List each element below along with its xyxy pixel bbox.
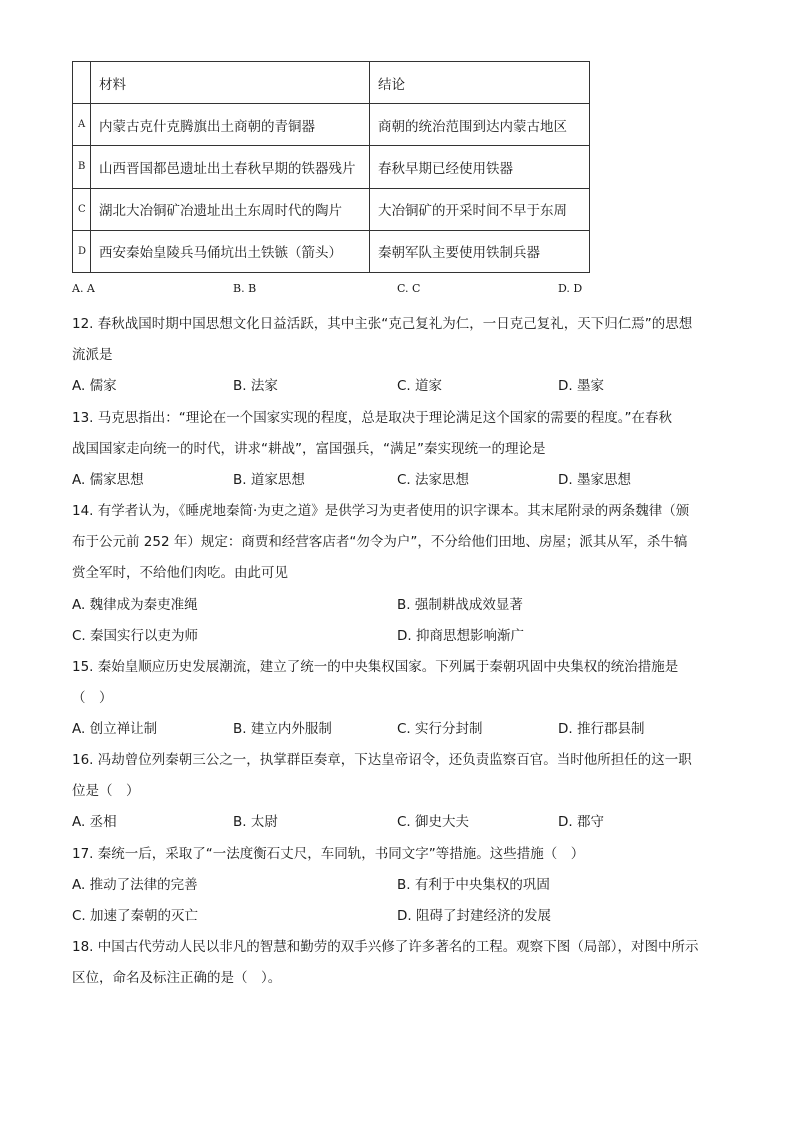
- q18-stem-line-2: 区位，命名及标注正确的是（ ）。: [72, 970, 282, 986]
- q12-option-d[interactable]: D. 墨家: [558, 378, 604, 394]
- q16-option-b[interactable]: B. 太尉: [233, 814, 278, 830]
- q11-option-a[interactable]: A. A: [72, 282, 95, 295]
- q13-option-d[interactable]: D. 墨家思想: [558, 472, 631, 488]
- q13-stem-line-1: 13. 马克思指出：“理论在一个国家实现的程度，总是取决于理论满足这个国家的需要的程度。”在春秋: [72, 410, 672, 426]
- row-material: 湖北大冶铜矿冶遗址出土东周时代的陶片: [91, 188, 370, 230]
- q14-option-b[interactable]: B. 强制耕战成效显著: [397, 597, 523, 613]
- q14-option-a[interactable]: A. 魏律成为秦吏准绳: [72, 597, 198, 613]
- q15-option-b[interactable]: B. 建立内外服制: [233, 721, 332, 737]
- q15-stem-line-1: 15. 秦始皇顺应历史发展潮流，建立了统一的中央集权国家。下列属于秦朝巩固中央集权的统治措施是: [72, 659, 679, 675]
- q17-option-c[interactable]: C. 加速了秦朝的灭亡: [72, 908, 199, 924]
- header-conclusion-cell: 结论: [370, 62, 590, 104]
- row-material: 内蒙古克什克腾旗出土商朝的青铜器: [91, 104, 370, 146]
- row-letter: A: [73, 104, 91, 146]
- q17-stem-line-1: 17. 秦统一后，采取了“一法度衡石丈尺，车同轨，书同文字”等措施。这些措施（ ）: [72, 846, 585, 862]
- q12-option-c[interactable]: C. 道家: [397, 378, 443, 394]
- q16-option-a[interactable]: A. 丞相: [72, 814, 117, 830]
- q12-stem-line-1: 12. 春秋战国时期中国思想文化日益活跃，其中主张“克己复礼为仁，一日克己复礼，天下归仁焉”的思想: [72, 316, 693, 332]
- table-row: [73, 104, 590, 146]
- q15-stem-line-2: （ ）: [72, 690, 113, 706]
- q18-stem-line-1: 18. 中国古代劳动人民以非凡的智慧和勤劳的双手兴修了许多著名的工程。观察下图（局部），对图中所示: [72, 939, 699, 955]
- q11-option-b[interactable]: B. B: [233, 282, 257, 295]
- q15-option-d[interactable]: D. 推行郡县制: [558, 721, 645, 737]
- row-letter: C: [73, 188, 91, 230]
- row-letter: D: [73, 230, 91, 272]
- row-conclusion: 春秋早期已经使用铁器: [370, 146, 590, 188]
- q13-option-b[interactable]: B. 道家思想: [233, 472, 305, 488]
- table-header-row: [73, 62, 590, 104]
- q15-option-a[interactable]: A. 创立禅让制: [72, 721, 158, 737]
- row-letter: B: [73, 146, 91, 188]
- table-row: [73, 230, 590, 272]
- row-conclusion: 大冶铜矿的开采时间不早于东周: [370, 188, 590, 230]
- row-material: 山西晋国都邑遗址出土春秋早期的铁器残片: [91, 146, 370, 188]
- q13-option-a[interactable]: A. 儒家思想: [72, 472, 144, 488]
- row-conclusion: 商朝的统治范围到达内蒙古地区: [370, 104, 590, 146]
- q16-stem-line-1: 16. 冯劫曾位列秦朝三公之一，执掌群臣奏章，下达皇帝诏令，还负责监察百官。当时他所担任的这一职: [72, 752, 692, 768]
- q16-stem-line-2: 位是（ ）: [72, 783, 140, 799]
- row-material: 西安秦始皇陵兵马俑坑出土铁镞（箭头）: [91, 230, 370, 272]
- header-blank-cell: [73, 62, 91, 104]
- header-material-cell: 材料: [91, 62, 370, 104]
- q16-option-d[interactable]: D. 郡守: [558, 814, 604, 830]
- q17-option-a[interactable]: A. 推动了法律的完善: [72, 877, 198, 893]
- q17-option-d[interactable]: D. 阻碍了封建经济的发展: [397, 908, 551, 924]
- q14-stem-line-2: 布于公元前 252 年）规定：商贾和经营客店者“勿令为户”，不分给他们田地、房屋；派其从军，杀牛犒: [72, 534, 688, 550]
- q16-option-c[interactable]: C. 御史大夫: [397, 814, 470, 830]
- q12-option-a[interactable]: A. 儒家: [72, 378, 117, 394]
- q13-stem-line-2: 战国国家走向统一的时代，讲求“耕战”，富国强兵，“满足”秦实现统一的理论是: [72, 441, 546, 457]
- table-row: [73, 146, 590, 188]
- q14-option-c[interactable]: C. 秦国实行以吏为师: [72, 628, 199, 644]
- q12-option-b[interactable]: B. 法家: [233, 378, 278, 394]
- q14-stem-line-1: 14. 有学者认为，《睡虎地秦简·为吏之道》是供学习为吏者使用的识字课本。其末尾附录的两条魏律（颁: [72, 503, 690, 519]
- q15-option-c[interactable]: C. 实行分封制: [397, 721, 483, 737]
- row-conclusion: 秦朝军队主要使用铁制兵器: [370, 230, 590, 272]
- q14-stem-line-3: 赏全军时，不给他们肉吃。由此可见: [72, 565, 288, 581]
- q13-option-c[interactable]: C. 法家思想: [397, 472, 470, 488]
- materials-table: [72, 61, 590, 273]
- q17-option-b[interactable]: B. 有利于中央集权的巩固: [397, 877, 550, 893]
- q11-option-d[interactable]: D. D: [558, 282, 583, 295]
- q14-option-d[interactable]: D. 抑商思想影响渐广: [397, 628, 524, 644]
- table-row: [73, 188, 590, 230]
- q12-stem-line-2: 流派是: [72, 347, 113, 363]
- q11-option-c[interactable]: C. C: [397, 282, 421, 295]
